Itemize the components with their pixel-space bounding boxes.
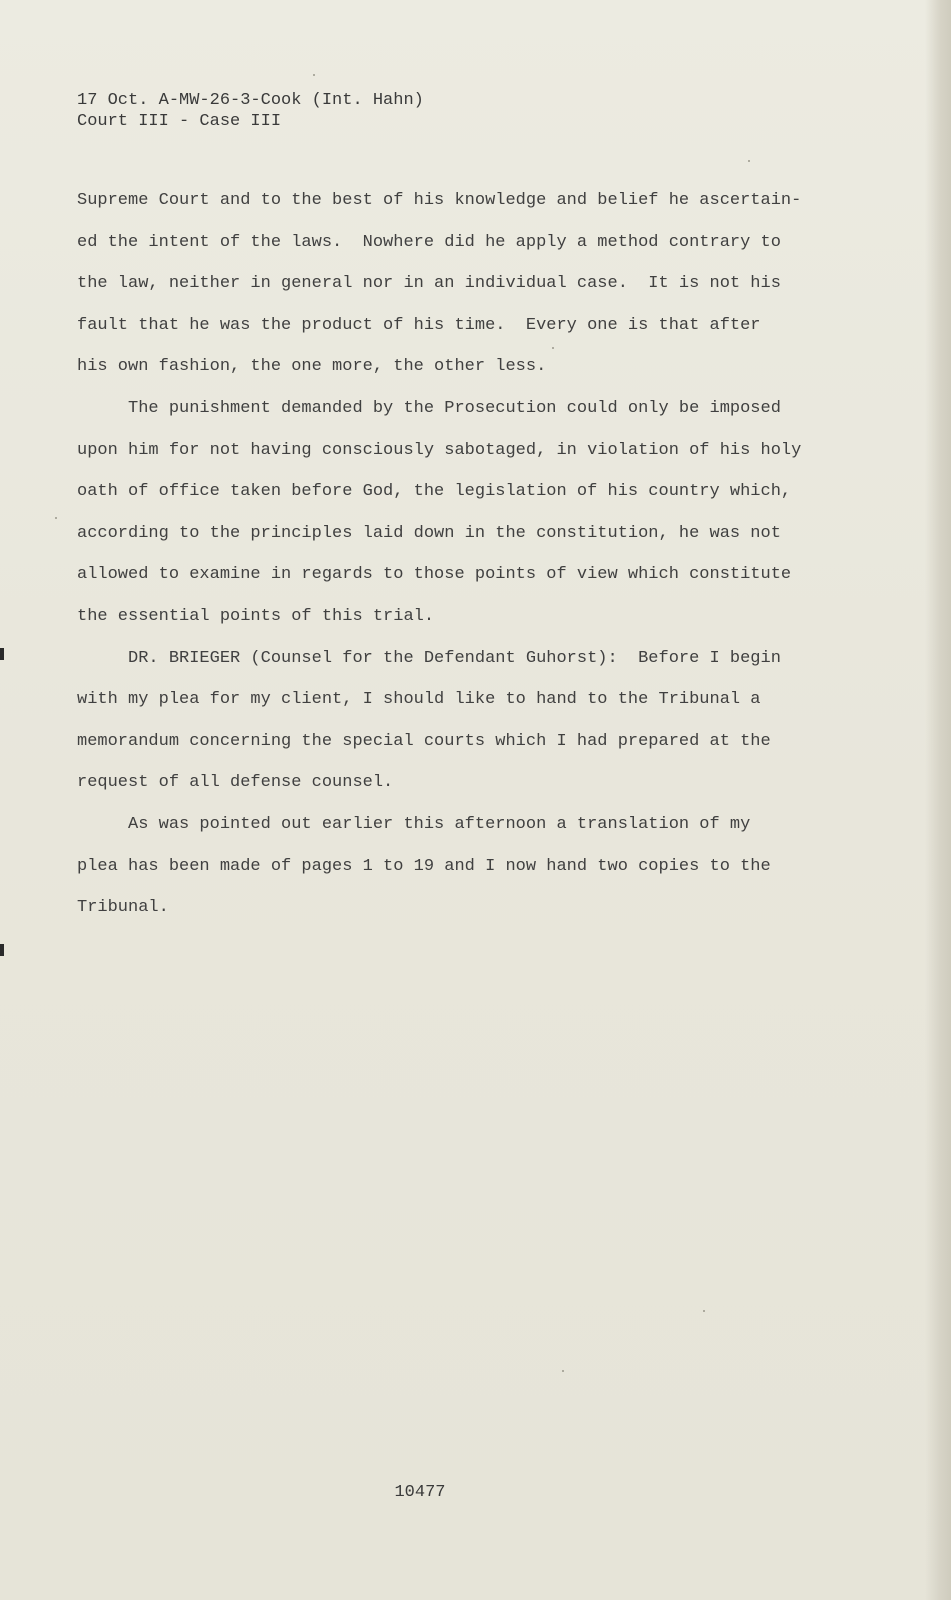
body-line: The punishment demanded by the Prosecution could only be imposed <box>77 398 781 418</box>
body-line: DR. BRIEGER (Counsel for the Defendant Guhorst): Before I begin <box>77 648 781 668</box>
header-line-court-case: Court III - Case III <box>77 112 282 131</box>
header-line-date-reference: 17 Oct. A-MW-26-3-Cook (Int. Hahn) <box>77 91 424 110</box>
paper-speck <box>703 1310 705 1312</box>
body-line: ed the intent of the laws. Nowhere did he apply a method contrary to <box>77 232 781 252</box>
paper-speck <box>562 1370 564 1372</box>
body-line: oath of office taken before God, the legislation of his country which, <box>77 482 792 502</box>
paper-speck <box>552 347 554 349</box>
page-number: 10477 <box>394 1483 446 1502</box>
body-line: according to the principles laid down in the constitution, he was not <box>77 523 781 543</box>
binding-mark <box>0 944 4 956</box>
body-line: with my plea for my client, I should like to hand to the Tribunal a <box>77 690 761 710</box>
body-line: Supreme Court and to the best of his knowledge and belief he ascertain- <box>77 191 802 210</box>
page-edge-shadow <box>925 0 951 1600</box>
body-line: the essential points of this trial. <box>77 606 435 626</box>
body-line: memorandum concerning the special courts which I had prepared at the <box>77 731 771 751</box>
body-line: upon him for not having consciously sabotaged, in violation of his holy <box>77 440 802 460</box>
body-line: As was pointed out earlier this afternoon a translation of my <box>77 814 751 834</box>
body-line: fault that he was the product of his time. Every one is that after <box>77 315 761 335</box>
body-line: Tribunal. <box>77 898 169 918</box>
paper-speck <box>748 160 750 162</box>
body-line: his own fashion, the one more, the other less. <box>77 357 547 377</box>
document-header <box>77 90 424 132</box>
body-line: allowed to examine in regards to those points of view which constitute <box>77 565 792 585</box>
body-text <box>77 190 817 939</box>
paper-speck <box>55 517 57 519</box>
binding-mark <box>0 648 4 660</box>
body-line: the law, neither in general nor in an individual case. It is not his <box>77 274 781 294</box>
paper-speck <box>313 74 315 76</box>
body-line: request of all defense counsel. <box>77 773 394 793</box>
body-line: plea has been made of pages 1 to 19 and I now hand two copies to the <box>77 856 771 876</box>
